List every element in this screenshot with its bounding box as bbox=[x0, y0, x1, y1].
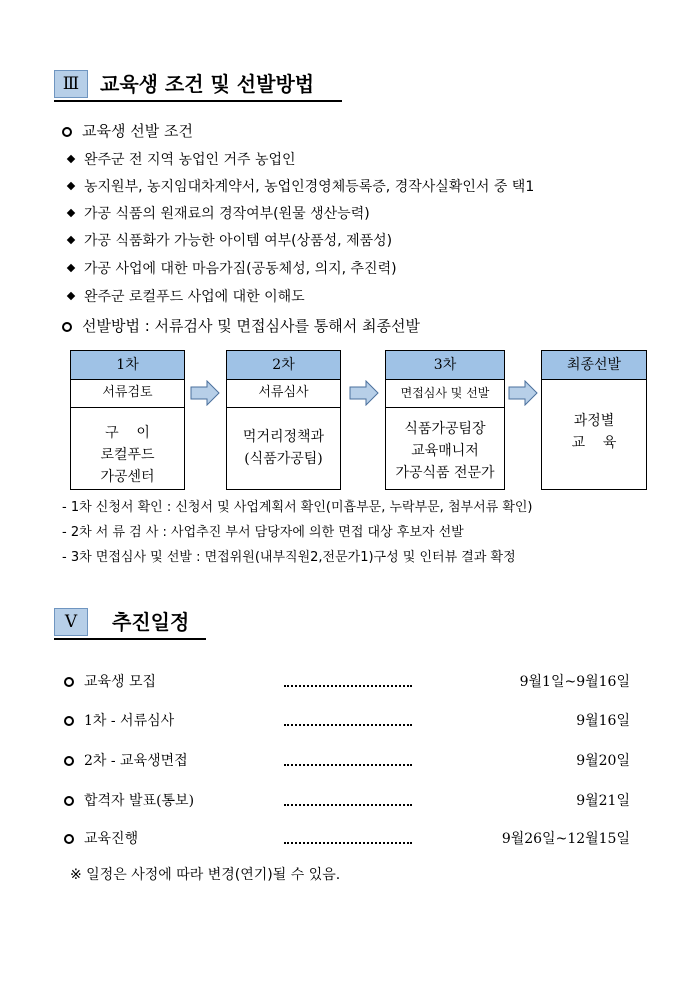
selection-note: - 1차 신청서 확인 : 신청서 및 사업계획서 확인(미흡부문, 누락부문, 첨부서류 확인) bbox=[62, 500, 533, 515]
flow-box-stage-2 bbox=[226, 350, 341, 490]
diamond-bullet-icon bbox=[67, 182, 75, 190]
schedule-date: 9월16일 bbox=[576, 713, 630, 729]
dot-leader bbox=[284, 750, 412, 766]
section-3-title: 교육생 조건 및 선발방법 bbox=[100, 72, 315, 96]
flow-body-line: 구 이 bbox=[105, 425, 150, 441]
flow-stage-label: 1차 bbox=[71, 351, 184, 380]
schedule-date: 9월20일 bbox=[576, 753, 630, 769]
selection-note: - 2차 서 류 검 사 : 사업추진 부서 담당자에 의한 면접 대상 후보자 선발 bbox=[62, 525, 464, 540]
flow-body-line: 교육매니저 bbox=[411, 443, 479, 459]
schedule-label bbox=[64, 671, 156, 693]
flow-body-line: 과정별 bbox=[573, 413, 615, 429]
flow-box-stage-3 bbox=[385, 350, 505, 490]
circle-bullet-icon bbox=[62, 127, 72, 137]
flow-task-label: 서류심사 bbox=[227, 380, 340, 408]
circle-bullet-icon bbox=[64, 677, 74, 687]
flow-body-line: 교 육 bbox=[571, 435, 617, 451]
flow-body bbox=[71, 408, 184, 488]
schedule-row bbox=[64, 790, 630, 812]
condition-item bbox=[68, 150, 296, 170]
flow-arrow-icon bbox=[349, 380, 379, 406]
flow-stage-label: 2차 bbox=[227, 351, 340, 380]
dot-leader bbox=[284, 710, 412, 726]
condition-item bbox=[68, 231, 392, 251]
dot-leader bbox=[284, 828, 412, 844]
selection-note: - 3차 면접심사 및 선발 : 면접위원(내부직원2,전문가1)구성 및 인터뷰 결과 확정 bbox=[62, 550, 516, 565]
flow-task-label: 서류검토 bbox=[71, 380, 184, 408]
dot-leader bbox=[284, 790, 412, 806]
flow-body-line: 가공센터 bbox=[100, 469, 155, 485]
condition-text: 가공 식품의 원재료의 경작여부(원물 생산능력) bbox=[84, 206, 370, 222]
diamond-bullet-icon bbox=[67, 264, 75, 272]
section-5-title: 추진일정 bbox=[112, 610, 190, 634]
schedule-row bbox=[64, 671, 630, 693]
diamond-bullet-icon bbox=[67, 155, 75, 163]
condition-text: 완주군 로컬푸드 사업에 대한 이해도 bbox=[84, 289, 305, 305]
selection-heading-text: 선발방법 : 서류검사 및 면접심사를 통해서 최종선발 bbox=[82, 317, 420, 335]
circle-bullet-icon bbox=[64, 834, 74, 844]
schedule-label-text: 교육생 모집 bbox=[84, 674, 157, 690]
flow-task-label: 면접심사 및 선발 bbox=[386, 380, 504, 408]
schedule-label bbox=[64, 828, 138, 850]
dot-leader bbox=[284, 671, 412, 687]
flow-body bbox=[386, 408, 504, 484]
diamond-bullet-icon bbox=[67, 236, 75, 244]
flow-body-line: 먹거리정책과 bbox=[242, 429, 325, 445]
condition-text: 완주군 전 지역 농업인 거주 농업인 bbox=[84, 152, 296, 168]
flow-body-line: 로컬푸드 bbox=[100, 447, 155, 463]
circle-bullet-icon bbox=[62, 322, 72, 332]
schedule-date: 9월1일~9월16일 bbox=[519, 674, 630, 690]
section-5-number: Ⅴ bbox=[54, 608, 88, 636]
condition-text: 가공 식품화가 가능한 아이템 여부(상품성, 제품성) bbox=[84, 233, 393, 249]
conditions-heading bbox=[62, 121, 193, 141]
section-5-header bbox=[54, 608, 206, 640]
flow-box-stage-1 bbox=[70, 350, 185, 490]
flow-body bbox=[227, 408, 340, 470]
schedule-row bbox=[64, 828, 630, 850]
section-3-header bbox=[54, 70, 342, 102]
condition-item bbox=[68, 259, 397, 279]
condition-item bbox=[68, 177, 534, 197]
flow-body-line: (식품가공팀) bbox=[244, 451, 323, 467]
schedule-date: 9월26일~12월15일 bbox=[501, 831, 630, 847]
selection-heading bbox=[62, 316, 420, 336]
flow-body-line: 가공식품 전문가 bbox=[395, 465, 495, 481]
circle-bullet-icon bbox=[64, 796, 74, 806]
schedule-row bbox=[64, 750, 630, 772]
diamond-bullet-icon bbox=[67, 209, 75, 217]
schedule-label-text: 합격자 발표(통보) bbox=[84, 793, 195, 809]
diamond-bullet-icon bbox=[67, 292, 75, 300]
condition-text: 가공 사업에 대한 마음가짐(공동체성, 의지, 추진력) bbox=[84, 261, 397, 277]
condition-item bbox=[68, 204, 370, 224]
schedule-date: 9월21일 bbox=[576, 793, 630, 809]
schedule-row bbox=[64, 710, 630, 732]
flow-arrow-icon bbox=[190, 380, 220, 406]
flow-body bbox=[542, 380, 646, 454]
schedule-label-text: 1차 - 서류심사 bbox=[84, 713, 175, 729]
flow-stage-label: 3차 bbox=[386, 351, 504, 380]
section-3-number: Ⅲ bbox=[54, 70, 88, 98]
schedule-label bbox=[64, 750, 188, 772]
schedule-label bbox=[64, 710, 174, 732]
flow-stage-label: 최종선발 bbox=[542, 351, 646, 380]
condition-text: 농지원부, 농지임대차계약서, 농업인경영체등록증, 경작사실확인서 중 택1 bbox=[84, 179, 535, 195]
schedule-label-text: 교육진행 bbox=[84, 831, 139, 847]
flow-body-line: 식품가공팀장 bbox=[404, 421, 486, 437]
schedule-label bbox=[64, 790, 194, 812]
conditions-heading-text: 교육생 선발 조건 bbox=[82, 122, 193, 140]
condition-item bbox=[68, 287, 305, 307]
schedule-footnote: ※ 일정은 사정에 따라 변경(연기)될 수 있음. bbox=[70, 867, 341, 883]
circle-bullet-icon bbox=[64, 756, 74, 766]
flow-arrow-icon bbox=[508, 380, 538, 406]
circle-bullet-icon bbox=[64, 716, 74, 726]
flow-box-final bbox=[541, 350, 647, 490]
schedule-label-text: 2차 - 교육생면접 bbox=[84, 753, 188, 769]
